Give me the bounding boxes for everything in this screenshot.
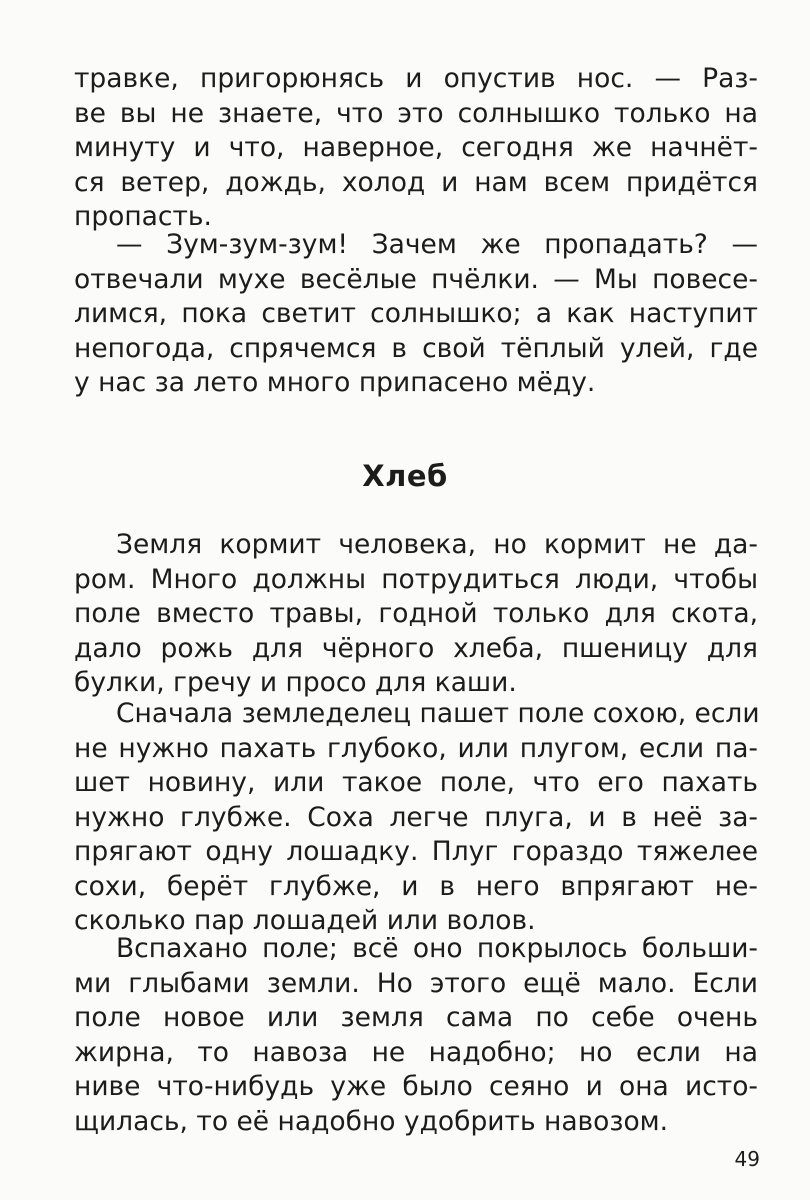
text-line: поле новое или земля сама по себе очень <box>74 1002 758 1033</box>
text-line: дало рожь для чёрного хлеба, пшеницу для <box>74 632 758 664</box>
text-line: лимся, пока светит солнышко; а как наступит <box>74 298 758 329</box>
chapter-heading: Хлеб <box>362 459 448 493</box>
text-line: Вспахано поле; всё оно покрылось больши- <box>116 933 758 964</box>
text-line: жирна, то навоза не надобно; но если на <box>74 1036 758 1068</box>
text-line: минуту и что, наверное, сегодня же начнёт- <box>74 132 758 163</box>
text-line: поле вместо травы, годной только для скота, <box>74 598 758 629</box>
text-line: прягают одну лошадку. Плуг гораздо тяжелее <box>74 836 758 867</box>
paragraph-bees-reply <box>74 228 758 401</box>
text-line: нужно глубже. Соха легче плуга, и в неё за- <box>74 801 758 833</box>
text-line: ве вы не знаете, что это солнышко только на <box>74 97 758 129</box>
text-line: у нас за лето много припасено мёду. <box>74 367 596 398</box>
paragraph-earth-feeds <box>74 528 758 701</box>
text-line: ниве что-нибудь уже было сеяно и она исто- <box>74 1071 758 1102</box>
text-line: шет новину, или такое поле, что его пахать <box>74 767 758 798</box>
text-line: ми глыбами земли. Но этого ещё мало. Если <box>74 967 758 999</box>
text-line: щилась, то её надобно удобрить навозом. <box>74 1105 669 1137</box>
text-line: ром. Много должны потрудиться люди, чтобы <box>74 563 758 595</box>
paragraph-fly-complaint <box>74 62 758 235</box>
text-line: не нужно пахать глубоко, или плугом, если па- <box>74 732 758 764</box>
text-line: непогода, спрячемся в свой тёплый улей, где <box>74 332 758 364</box>
text-line: Земля кормит человека, но кормит не да- <box>116 529 758 560</box>
text-line: — Зум-зум-зум! Зачем же пропадать? — <box>116 229 758 260</box>
paragraph-fertilizing <box>74 932 758 1139</box>
paragraph-plowing <box>74 697 758 939</box>
text-line: ся ветер, дождь, холод и нам всем придётся <box>74 166 758 198</box>
text-line: Сначала земледелец пашет поле сохою, если <box>116 698 760 729</box>
text-line: сколько пар лошадей или волов. <box>74 905 536 936</box>
text-line: травке, пригорюнясь и опустив нос. — Раз- <box>74 63 758 94</box>
text-line: сохи, берёт глубже, и в него впрягают не- <box>74 870 758 902</box>
text-line: булки, гречу и просо для каши. <box>74 667 517 698</box>
text-line: отвечали мухе весёлые пчёлки. — Мы повесе- <box>74 263 758 295</box>
text-line: пропасть. <box>74 201 212 232</box>
page-number: 49 <box>734 1147 760 1171</box>
